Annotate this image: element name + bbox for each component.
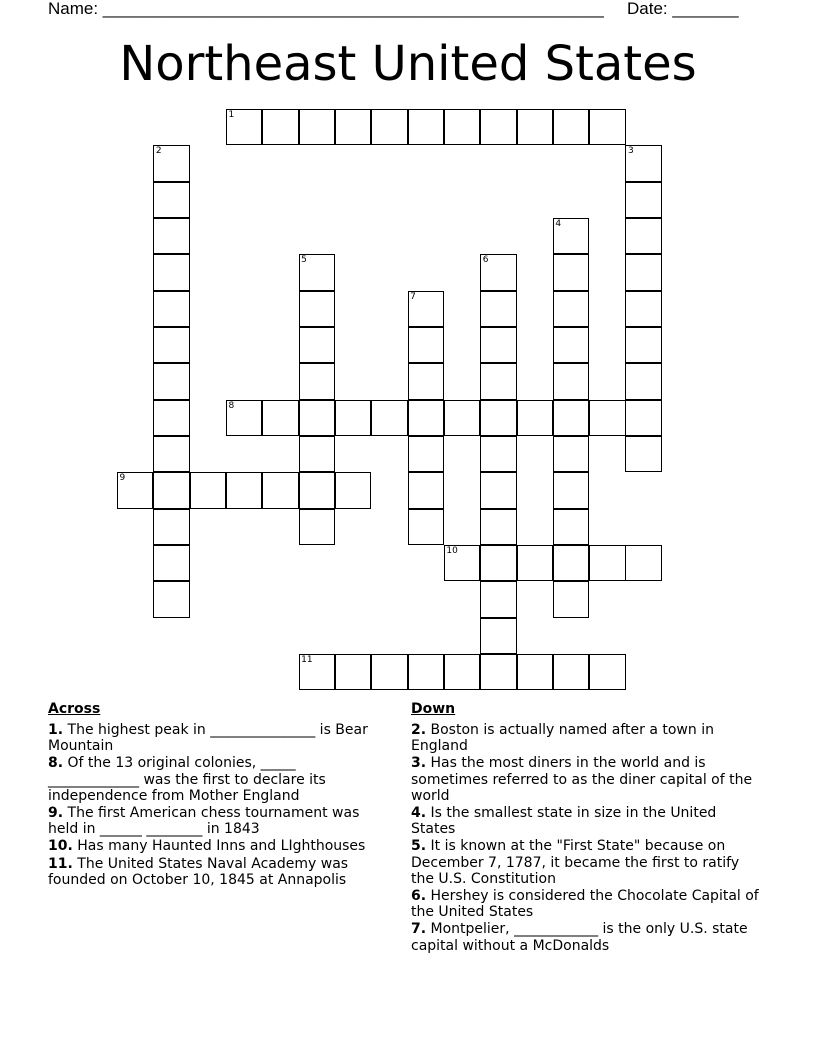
grid-cell[interactable] [625,291,661,327]
cell-number: 8 [228,400,235,411]
grid-cell[interactable] [299,327,335,363]
clue-text: Hershey is considered the Chocolate Capital of the United States [411,888,759,921]
clue-text: Boston is actually named after a town in England [411,722,714,755]
grid-cell[interactable] [480,581,516,617]
clue-number: 11. [48,855,73,872]
down-clue-6 [411,888,763,920]
grid-cell[interactable] [553,218,589,254]
grid-cell[interactable] [335,472,371,508]
grid-cell[interactable] [553,109,589,145]
grid-cell[interactable] [480,400,516,436]
cell-number: 5 [301,255,307,266]
grid-cell[interactable] [589,654,625,690]
grid-cell[interactable] [371,654,407,690]
grid-cell[interactable] [153,436,189,472]
grid-cell[interactable] [299,254,335,290]
clue-text: Of the 13 original colonies, _____ _____________ was the first to declare its independence from Mother England [48,755,326,804]
clue-number: 9. [48,805,64,822]
down-heading: Down [411,701,456,717]
cell-number: 6 [482,255,489,266]
clue-text: Has many Haunted Inns and LIghthouses [77,838,366,855]
grid-cell[interactable] [553,509,589,545]
across-clues [48,700,378,889]
grid-cell[interactable] [553,545,589,581]
grid-cell[interactable] [153,254,189,290]
page-title: Northeast United States [119,36,697,92]
down-clue-2 [411,722,763,754]
clue-number: 8. [48,755,64,772]
grid-cell[interactable] [371,400,407,436]
grid-cell[interactable] [553,436,589,472]
grid-cell[interactable] [444,109,480,145]
grid-cell[interactable] [408,472,444,508]
grid-cell[interactable] [553,254,589,290]
clue-number: 7. [411,921,427,938]
grid-cell[interactable] [517,545,553,581]
grid-cell[interactable] [153,363,189,399]
down-clue-5 [411,838,763,887]
grid-cell[interactable] [625,218,661,254]
grid-cell[interactable] [408,327,444,363]
grid-cell[interactable] [625,436,661,472]
clue-number: 4. [411,805,427,822]
grid-cell[interactable] [408,509,444,545]
grid-cell[interactable] [480,545,516,581]
down-clue-7 [411,921,763,953]
grid-cell[interactable] [553,363,589,399]
across-clue-11 [48,856,378,888]
grid-cell[interactable] [153,400,189,436]
grid-cell[interactable] [480,654,516,690]
grid-cell[interactable] [444,545,480,581]
grid-cell[interactable] [153,509,189,545]
grid-cell[interactable] [226,472,262,508]
grid-cell[interactable] [553,472,589,508]
grid-cell[interactable] [480,254,516,290]
across-clue-8 [48,755,378,804]
cell-number: 2 [155,146,162,157]
grid-cell[interactable] [299,654,335,690]
grid-cell[interactable] [589,109,625,145]
clue-text: Montpelier, ____________ is the only U.S. state capital without a McDonalds [411,921,748,954]
clue-text: The first American chess tournament was held in ______ ________ in 1843 [48,805,360,838]
grid-cell[interactable] [625,400,661,436]
grid-cell[interactable] [408,291,444,327]
name-field-line: Name: _____________________________________________________ [48,0,604,18]
cell-number: 11 [301,654,313,665]
grid-cell[interactable] [408,109,444,145]
across-clue-9 [48,805,378,837]
grid-cell[interactable] [299,291,335,327]
grid-cell[interactable] [553,291,589,327]
grid-cell[interactable] [625,145,661,181]
grid-cell[interactable] [553,400,589,436]
clue-text: Has the most diners in the world and is sometimes referred to as the diner capital of the world [411,755,753,804]
clue-text: The highest peak in _______________ is Bear Mountain [48,722,368,755]
grid-cell[interactable] [190,472,226,508]
grid-cell[interactable] [480,291,516,327]
grid-cell[interactable] [625,254,661,290]
cell-number: 4 [555,219,562,230]
grid-cell[interactable] [444,654,480,690]
grid-cell[interactable] [335,109,371,145]
down-clues [411,700,763,955]
clue-number: 2. [411,722,427,738]
grid-cell[interactable] [480,436,516,472]
grid-cell[interactable] [444,400,480,436]
across-clue-1 [48,722,378,754]
grid-cell[interactable] [625,545,661,581]
grid-cell[interactable] [480,472,516,508]
clue-number: 6. [411,888,427,905]
grid-cell[interactable] [153,291,189,327]
grid-cell[interactable] [299,109,335,145]
clue-number: 3. [411,755,427,772]
grid-cell[interactable] [589,400,625,436]
clue-text: It is known at the "First State" because on December 7, 1787, it became the first to ratify the U.S. Constitution [411,838,740,887]
grid-cell[interactable] [299,436,335,472]
cell-number: 3 [627,146,634,157]
grid-cell[interactable] [299,472,335,508]
grid-cell[interactable] [408,400,444,436]
grid-cell[interactable] [480,363,516,399]
down-clue-4 [411,805,763,837]
grid-cell[interactable] [553,654,589,690]
down-clue-3 [411,755,763,804]
grid-cell[interactable] [625,363,661,399]
grid-cell[interactable] [480,327,516,363]
grid-cell[interactable] [262,400,298,436]
grid-cell[interactable] [153,581,189,617]
across-heading: Across [48,701,101,717]
cell-number: 7 [410,291,416,302]
grid-cell[interactable] [408,436,444,472]
grid-cell[interactable] [589,545,625,581]
grid-cell[interactable] [226,109,262,145]
grid-cell[interactable] [262,472,298,508]
grid-cell[interactable] [517,109,553,145]
across-clue-10 [48,838,378,854]
grid-cell[interactable] [335,654,371,690]
grid-cell[interactable] [408,654,444,690]
clue-number: 5. [411,838,427,855]
grid-cell[interactable] [625,327,661,363]
grid-cell[interactable] [408,363,444,399]
grid-cell[interactable] [480,618,516,654]
grid-cell[interactable] [117,472,153,508]
grid-cell[interactable] [480,109,516,145]
grid-cell[interactable] [262,109,298,145]
grid-cell[interactable] [553,581,589,617]
grid-cell[interactable] [517,654,553,690]
cell-number: 1 [228,110,235,121]
clue-text: Is the smallest state in size in the United States [411,805,717,838]
grid-cell[interactable] [226,400,262,436]
grid-cell[interactable] [153,327,189,363]
grid-cell[interactable] [299,400,335,436]
grid-cell[interactable] [335,400,371,436]
cell-number: 10 [446,545,458,556]
grid-cell[interactable] [517,400,553,436]
grid-cell[interactable] [153,472,189,508]
grid-cell[interactable] [625,182,661,218]
grid-cell[interactable] [553,327,589,363]
grid-cell[interactable] [153,145,189,181]
clue-text: The United States Naval Academy was founded on October 10, 1845 at Annapolis [48,855,349,888]
clue-number: 1. [48,722,64,738]
grid-cell[interactable] [153,218,189,254]
date-field-line: Date: _______ [627,0,739,18]
grid-cell[interactable] [371,109,407,145]
grid-cell[interactable] [299,363,335,399]
clue-number: 10. [48,838,73,855]
grid-cell[interactable] [153,545,189,581]
grid-cell[interactable] [480,509,516,545]
grid-cell[interactable] [153,182,189,218]
grid-cell[interactable] [299,509,335,545]
cell-number: 9 [119,473,126,484]
